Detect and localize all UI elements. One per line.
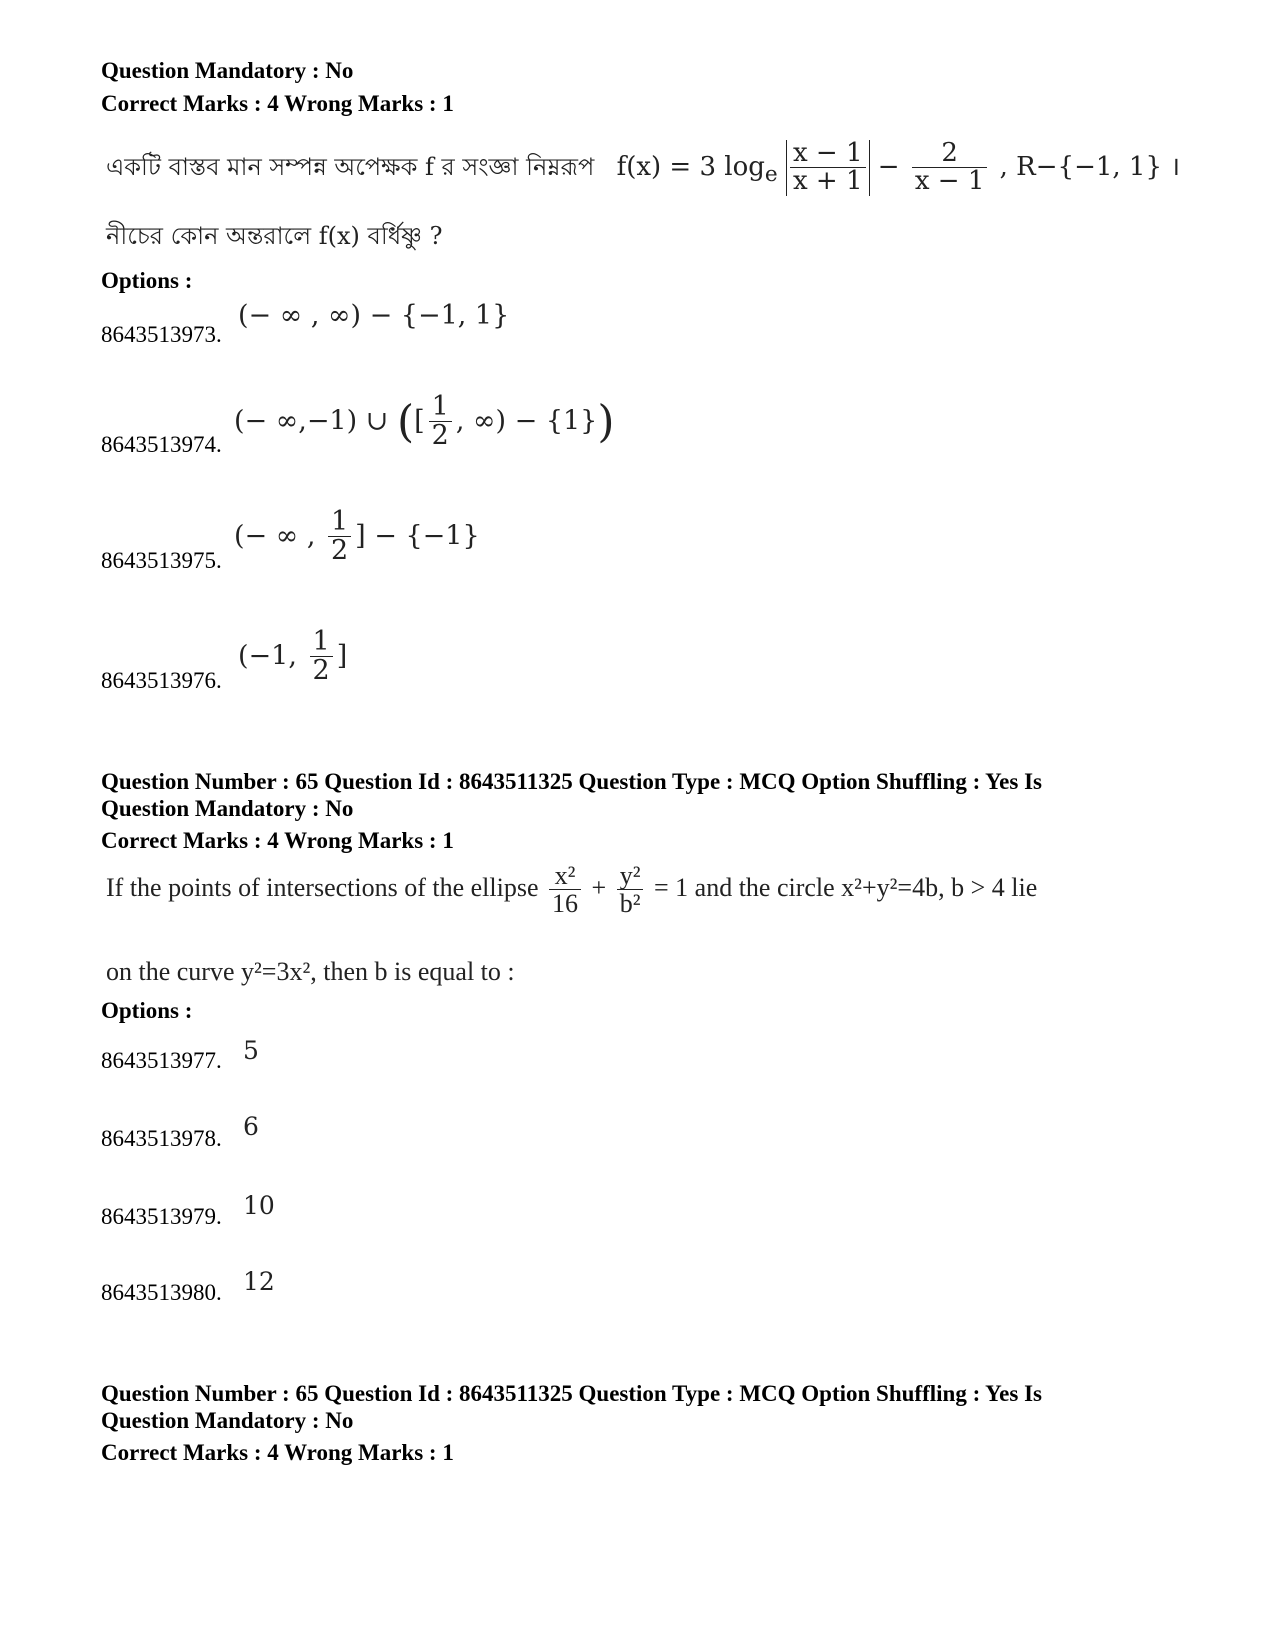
option-part: (− ∞ , (234, 520, 324, 552)
question-marks: Correct Marks : 4 Wrong Marks : 1 (101, 828, 454, 853)
option-id: 8643513980. (101, 1280, 222, 1305)
option-value: 5 (243, 1036, 259, 1065)
frac-denominator: x − 1 (914, 166, 985, 197)
option-frac-num: 1 (310, 628, 333, 657)
formula-lhs: f(x) = 3 log (616, 151, 765, 182)
question-marks: Correct Marks : 4 Wrong Marks : 1 (101, 91, 454, 116)
option-part: ] (336, 640, 348, 672)
options-label: Options : (101, 268, 193, 293)
option-part: ] − {−1} (355, 520, 480, 552)
option-id: 8643513974. (101, 432, 222, 457)
option-answer (234, 508, 480, 566)
question-text-line1 (106, 140, 1180, 196)
option-part: (− ∞,−1) ∪ (234, 405, 397, 437)
question-text-part: = 1 and the circle x²+y²=4b, b > 4 lie (653, 872, 1038, 902)
question-text-line2: on the curve y²=3x², then b is equal to : (106, 957, 515, 986)
option-id: 8643513973. (101, 322, 222, 347)
question-text-part: If the points of intersections of the ellipse (106, 872, 539, 902)
question-mandatory: Question Mandatory : No (101, 58, 354, 83)
ellipse-frac2-num: y² (617, 862, 644, 890)
option-frac-den: 2 (312, 655, 330, 687)
abs-denominator: x + 1 (792, 166, 863, 197)
abs-numerator: x − 1 (790, 140, 866, 168)
option-frac-num: 1 (429, 393, 452, 422)
option-frac-num: 1 (328, 508, 351, 537)
question-header: Question Number : 65 Question Id : 8643511325 Question Type : MCQ Option Shuffling : Yes Is (101, 1381, 1042, 1406)
options-label: Options : (101, 998, 193, 1023)
option-id: 8643513975. (101, 548, 222, 573)
ellipse-frac2-den: b² (619, 889, 641, 919)
option-part: (−1, (238, 640, 306, 672)
option-value: 10 (243, 1191, 275, 1220)
option-id: 8643513979. (101, 1204, 222, 1229)
question-text-line2: নীচের কোন অন্তরালে f(x) বর্ধিষ্ণু ? (106, 222, 443, 250)
question-marks: Correct Marks : 4 Wrong Marks : 1 (101, 1440, 454, 1465)
option-frac-den: 2 (330, 535, 349, 567)
formula-abs (786, 140, 870, 196)
question-mandatory: Question Mandatory : No (101, 1408, 354, 1433)
question-formula (616, 138, 1181, 197)
option-frac-den: 2 (431, 420, 449, 452)
option-answer: (− ∞,−1) ∪ ([ $\frac{1}{2}$ , ∞) − {1}) (234, 391, 615, 452)
option-answer (238, 628, 347, 686)
plus-sign: + (591, 872, 607, 902)
option-part: , ∞) − {1} (455, 405, 598, 437)
option-id: 8643513978. (101, 1126, 222, 1151)
option-value: 12 (243, 1267, 275, 1296)
formula-domain: , R−{−1, 1} । (999, 151, 1181, 182)
ellipse-frac1-num: x² (549, 862, 581, 890)
question-text-line1 (106, 862, 1037, 918)
option-answer: (− ∞ , ∞) − {−1, 1} (238, 300, 510, 331)
formula-minus: − (877, 151, 900, 182)
ellipse-frac1-den: 16 (552, 889, 579, 919)
option-value: 6 (243, 1112, 259, 1141)
option-id: 8643513976. (101, 668, 222, 693)
formula-log-base: e (764, 161, 778, 187)
question-mandatory: Question Mandatory : No (101, 796, 354, 821)
frac-numerator: 2 (912, 140, 988, 168)
option-id: 8643513977. (101, 1048, 222, 1073)
question-header: Question Number : 65 Question Id : 8643511325 Question Type : MCQ Option Shuffling : Yes Is (101, 769, 1042, 794)
question-bengali-text: একটি বাস্তব মান সম্পন্ন অপেক্ষক f র সংজ্ঞা নিম্নরূপ (106, 152, 595, 181)
